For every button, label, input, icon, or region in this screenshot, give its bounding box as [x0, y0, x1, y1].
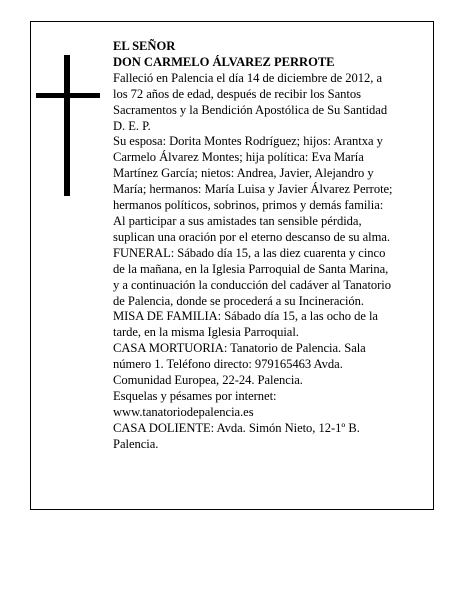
notice-line: de la mañana, en la Iglesia Parroquial de Santa Marina,: [113, 261, 389, 276]
notice-text: [113, 39, 423, 453]
notice-line: CASA DOLIENTE: Avda. Simón Nieto, 12-1º B.: [113, 420, 360, 435]
notice-line: Falleció en Palencia el día 14 de diciembre de 2012, a: [113, 70, 383, 85]
notice-line: de Palencia, donde se procederá a su Incineración.: [113, 293, 365, 308]
notice-line: CASA MORTUORIA: Tanatorio de Palencia. Sala: [113, 341, 366, 356]
notice-line: Carmelo Álvarez Montes; hija política: Eva María: [113, 150, 364, 165]
notice-line: los 72 años de edad, después de recibir los Santos: [113, 86, 361, 101]
notice-line: www.tanatoriodepalencia.es: [113, 404, 254, 419]
notice-line: Sacramentos y la Bendición Apostólica de Su Santidad: [113, 102, 388, 117]
cross-icon: [36, 55, 100, 196]
notice-line: y a continuación la conducción del cadáver al Tanatorio: [113, 277, 391, 292]
cross-vertical-bar: [64, 55, 70, 196]
notice-line: María; hermanos: María Luisa y Javier Álvarez Perrote;: [113, 182, 393, 197]
notice-line: número 1. Teléfono directo: 979165463 Avda.: [113, 357, 343, 372]
deceased-name: DON CARMELO ÁLVAREZ PERROTE: [113, 54, 335, 69]
notice-line: hermanos políticos, sobrinos, primos y demás familia:: [113, 198, 384, 213]
notice-line: FUNERAL: Sábado día 15, a las diez cuarenta y cinco: [113, 245, 386, 260]
notice-line: Martínez García; nietos: Andrea, Javier, Alejandro y: [113, 166, 374, 181]
notice-line: MISA DE FAMILIA: Sábado día 15, a las ocho de la: [113, 309, 378, 324]
notice-line: Palencia.: [113, 436, 159, 451]
notice-line: suplican una oración por el eterno descanso de su alma.: [113, 229, 391, 244]
notice-heading: EL SEÑOR: [113, 39, 176, 53]
notice-line: Comunidad Europea, 22-24. Palencia.: [113, 373, 303, 388]
notice-line: Al participar a sus amistades tan sensible pérdida,: [113, 213, 362, 228]
notice-line: tarde, en la misma Iglesia Parroquial.: [113, 325, 299, 340]
notice-line: D. E. P.: [113, 118, 151, 133]
notice-line: Esquelas y pésames por internet:: [113, 388, 277, 403]
notice-line: Su esposa: Dorita Montes Rodríguez; hijos: Arantxa y: [113, 134, 383, 149]
cross-horizontal-bar: [36, 93, 100, 98]
